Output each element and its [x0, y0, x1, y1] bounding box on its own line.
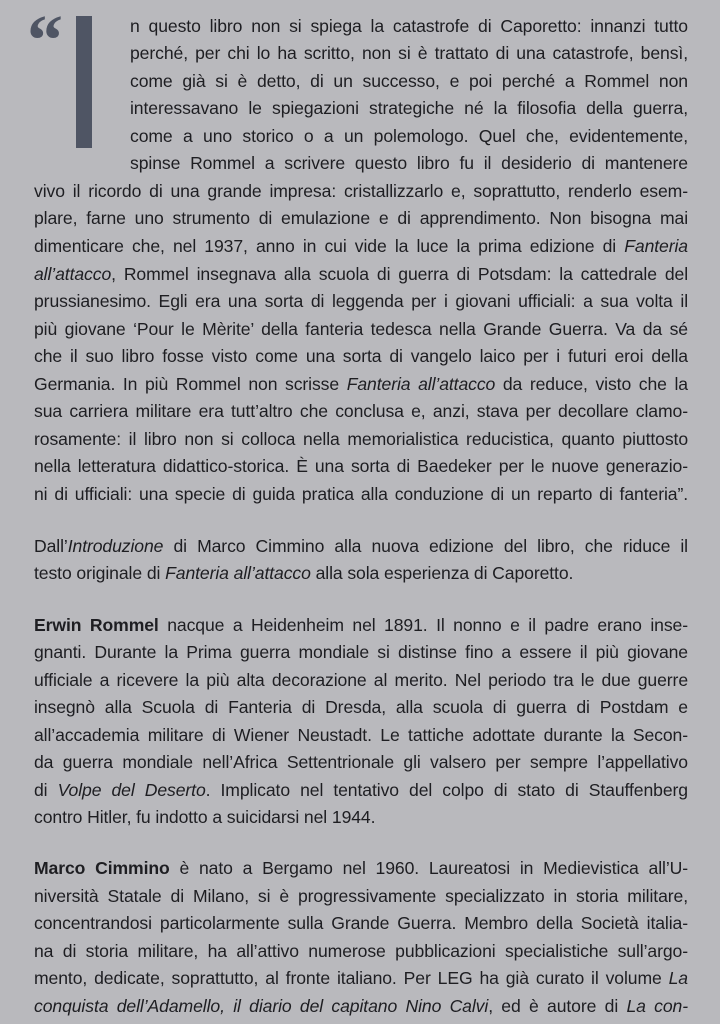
- quote-line: come già si è detto, di un successo, e poi perché a Rommel non: [130, 70, 688, 91]
- quote-line: sua carriera militare era tutt’altro che conclusa e, anzi, stava per decollare clamo-: [34, 401, 688, 422]
- quote-line: interessavano le spiegazioni strategiche né la filosofia della guerra,: [130, 98, 688, 119]
- quote-line: plare, farne uno strumento di emulazione e di apprendimento. Non bisogna mai: [34, 208, 688, 229]
- quote-line: più giovane ‘Pour le Mèrite’ della fanteria tedesca nella Grande Guerra. Va da sé: [34, 318, 688, 339]
- quote-line: vivo il ricordo di una grande impresa: cristallizzarlo e, soprattutto, renderlo esem-: [34, 180, 688, 201]
- bio-line: di Volpe del Deserto. Implicato nel tentativo del colpo di stato di Stauffenberg: [34, 779, 688, 800]
- dropcap-letter-i: [76, 16, 92, 148]
- quote-line: come a uno storico o a un polemologo. Quel che, evidentemente,: [130, 125, 688, 146]
- quote-line: prussianesimo. Egli era una sorta di leggenda per i giovani ufficiali: a sua volta il: [34, 291, 688, 312]
- bio-line: all’accademia militare di Wiener Neustadt. Le tattiche adottate durante la Secon-: [34, 724, 688, 745]
- bio-line: niversità Statale di Milano, si è progressivamente specializzato in storia militare,: [34, 885, 688, 906]
- quote-line: Germania. In più Rommel non scrisse Fanteria all’attacco da reduce, visto che la: [34, 373, 688, 394]
- quote-line: spinse Rommel a scrivere questo libro fu il desiderio di mantenere: [130, 153, 688, 174]
- source-line: testo originale di Fanteria all’attacco alla sola esperienza di Caporetto.: [34, 563, 574, 584]
- quote-line: che il suo libro fosse visto come una sorta di vangelo laico per i futuri eroi della: [34, 346, 688, 367]
- bio-line: Marco Cimmino è nato a Bergamo nel 1960. Laureatosi in Medievistica all’U-: [34, 858, 688, 879]
- bio-line: contro Hitler, fu indotto a suicidarsi nel 1944.: [34, 807, 376, 828]
- quote-line: n questo libro non si spiega la catastrofe di Caporetto: innanzi tutto: [130, 15, 688, 36]
- quote-line: perché, per chi lo ha scritto, non si è trattato di una catastrofe, bensì,: [130, 43, 688, 64]
- bio-line: gnanti. Durante la Prima guerra mondiale si distinse fino a essere il più giovane: [34, 642, 688, 663]
- source-line: Dall’Introduzione di Marco Cimmino alla nuova edizione del libro, che riduce il: [34, 535, 688, 556]
- quote-line: rosamente: il libro non si colloca nella memorialistica reducistica, quanto piuttosto: [34, 428, 688, 449]
- bio-line: na di storia militare, ha all’attivo numerose pubblicazioni specialistiche sull’argo-: [34, 940, 688, 961]
- bio-line: insegnò alla Scuola di Fanteria di Dresda, alla scuola di guerra di Postdam e: [34, 697, 688, 718]
- bio-line: mento, dedicate, soprattutto, al fronte italiano. Per LEG ha già curato il volume La: [34, 968, 688, 989]
- bio-line: Erwin Rommel nacque a Heidenheim nel 1891. Il nonno e il padre erano inse-: [34, 614, 688, 635]
- quote-line: all’attacco, Rommel insegnava alla scuola di guerra di Potsdam: la cattedrale del: [34, 263, 688, 284]
- quote-line: dimenticare che, nel 1937, anno in cui vide la luce la prima edizione di Fanteria: [34, 235, 688, 256]
- open-quote-mark: “: [27, 0, 63, 80]
- bio-line: concentrandosi particolarmente sulla Grande Guerra. Membro della Società italia-: [34, 913, 688, 934]
- bio-line: conquista dell’Adamello, il diario del capitano Nino Calvi, ed è autore di La con-: [34, 996, 688, 1016]
- bio-line: da guerra mondiale nell’Africa Settentrionale gli valsero per sempre l’appellativo: [34, 752, 688, 773]
- quote-line: nella letteratura didattico-storica. È una sorta di Baedeker per le nuove generazio-: [34, 456, 688, 477]
- quote-line: ni di ufficiali: una specie di guida pratica alla conduzione di un reparto di fanteria”.: [34, 483, 688, 504]
- bio-line: ufficiale a ricevere la più alta decorazione al merito. Nel periodo tra le due guerre: [34, 669, 688, 690]
